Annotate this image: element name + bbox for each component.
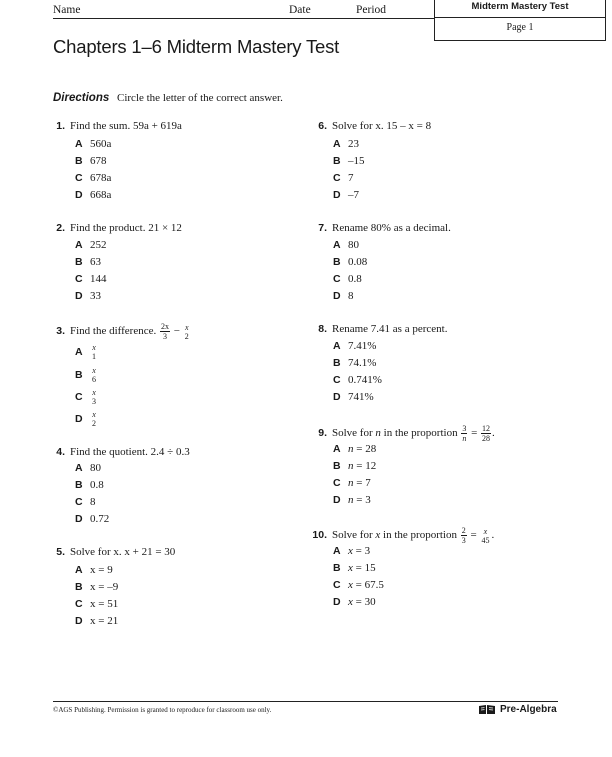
question-1-option-d[interactable]: D 668a [75, 189, 112, 201]
question-2-option-a[interactable]: A 252 [75, 239, 107, 251]
question-8: 8. Rename 7.41 as a percent. [318, 323, 448, 335]
question-7-text: Rename 80% as a decimal. [332, 222, 451, 234]
question-8-text: Rename 7.41 as a percent. [332, 323, 448, 335]
page-number: Page 1 [506, 22, 534, 33]
question-6-option-a[interactable]: A 23 [333, 138, 359, 150]
question-10-option-c[interactable]: C x = 67.5 [333, 579, 384, 591]
question-5-option-d[interactable]: D x = 21 [75, 615, 119, 627]
question-5-text: Solve for x. x + 21 = 30 [70, 546, 176, 558]
question-2: 2. Find the product. 21 × 12 [56, 222, 182, 234]
question-3-option-c[interactable]: C x 3 [75, 388, 96, 406]
question-2-text: Find the product. 21 × 12 [70, 222, 182, 234]
question-10: 10. Solve for x in the proportion $\frac{2}{3}$ = x 45 . [312, 526, 495, 545]
question-5-option-a[interactable]: A x = 9 [75, 564, 113, 576]
question-5-option-b[interactable]: B x = –9 [75, 581, 119, 593]
question-5: 5. Solve for x. x + 21 = 30 [56, 546, 176, 558]
question-10-option-b[interactable]: B x = 15 [333, 562, 376, 574]
period-label: Period [356, 4, 387, 16]
question-6-option-d[interactable]: D –7 [333, 189, 359, 201]
question-3-option-b[interactable]: B x 6 [75, 366, 96, 384]
date-label: Date [289, 4, 311, 16]
question-9-text: Solve for n in the proportion $\frac{3}{n}$ = $\frac{12}{28}$ . [332, 424, 495, 443]
question-4-option-c[interactable]: C 8 [75, 496, 96, 508]
publisher-brand: Pre-Algebra [478, 704, 557, 715]
question-10-text: Solve for x in the proportion $\frac{2}{3}$ = x 45 . [332, 526, 495, 545]
question-4-option-b[interactable]: B 0.8 [75, 479, 104, 491]
question-2-option-c[interactable]: C 144 [75, 273, 107, 285]
question-1: 1. Find the sum. 59a + 619a [56, 120, 182, 132]
question-9: 9. Solve for n in the proportion $\frac{3}{n}$ = $\frac{12}{28}$ . [318, 424, 495, 443]
question-4-option-d[interactable]: D 0.72 [75, 513, 110, 525]
question-1-text: Find the sum. 59a + 619a [70, 120, 182, 132]
name-label: Name [53, 4, 81, 16]
question-4-option-a[interactable]: A 80 [75, 462, 101, 474]
page-title: Chapters 1–6 Midterm Mastery Test [53, 36, 340, 57]
question-7-option-c[interactable]: C 0.8 [333, 273, 362, 285]
question-7: 7. Rename 80% as a decimal. [318, 222, 451, 234]
question-9-option-c[interactable]: C n = 7 [333, 477, 371, 489]
copyright-notice: ©AGS Publishing. Permission is granted to reproduce for classroom use only. [53, 706, 272, 714]
question-4: 4. Find the quotient. 2.4 ÷ 0.3 [56, 446, 190, 458]
question-3-option-d[interactable]: D x 2 [75, 410, 96, 428]
directions-label: Directions [53, 92, 110, 104]
question-9-option-d[interactable]: D n = 3 [333, 494, 371, 506]
question-1-option-c[interactable]: C 678a [75, 172, 112, 184]
box-title: Midterm Mastery Test [471, 1, 569, 12]
question-6-text: Solve for x. 15 – x = 8 [332, 120, 432, 132]
question-8-option-a[interactable]: A 7.41% [333, 340, 377, 352]
question-10-option-a[interactable]: A x = 3 [333, 545, 371, 557]
test-info-box [434, 0, 606, 41]
question-2-option-b[interactable]: B 63 [75, 256, 101, 268]
question-3-text: Find the difference. $\frac{2x}{3}$ − x 2 [70, 322, 189, 341]
question-7-option-a[interactable]: A 80 [333, 239, 359, 251]
question-9-option-a[interactable]: A n = 28 [333, 443, 377, 455]
question-5-option-c[interactable]: C x = 51 [75, 598, 119, 610]
question-8-option-b[interactable]: B 74.1% [333, 357, 377, 369]
question-3: 3. Find the difference. $\frac{2x}{3}$ − x 2 [56, 322, 189, 341]
question-1-option-b[interactable]: B 678 [75, 155, 107, 167]
question-8-option-c[interactable]: C 0.741% [333, 374, 382, 386]
book-icon [478, 704, 496, 715]
question-6-option-c[interactable]: C 7 [333, 172, 354, 184]
question-10-option-d[interactable]: D x = 30 [333, 596, 376, 608]
question-4-text: Find the quotient. 2.4 ÷ 0.3 [70, 446, 190, 458]
directions [53, 92, 283, 104]
question-3-option-a[interactable]: A x 1 [75, 343, 96, 361]
question-7-option-b[interactable]: B 0.08 [333, 256, 368, 268]
question-2-option-d[interactable]: D 33 [75, 290, 101, 302]
question-6: 6. Solve for x. 15 – x = 8 [318, 120, 432, 132]
question-1-option-a[interactable]: A 560a [75, 138, 112, 150]
question-8-option-d[interactable]: D 741% [333, 391, 374, 403]
question-9-option-b[interactable]: B n = 12 [333, 460, 377, 472]
footer-divider [53, 701, 558, 702]
question-6-option-b[interactable]: B –15 [333, 155, 365, 167]
question-7-option-d[interactable]: D 8 [333, 290, 354, 302]
name-date-period-line [53, 18, 434, 19]
directions-text: Circle the letter of the correct answer. [117, 92, 283, 104]
